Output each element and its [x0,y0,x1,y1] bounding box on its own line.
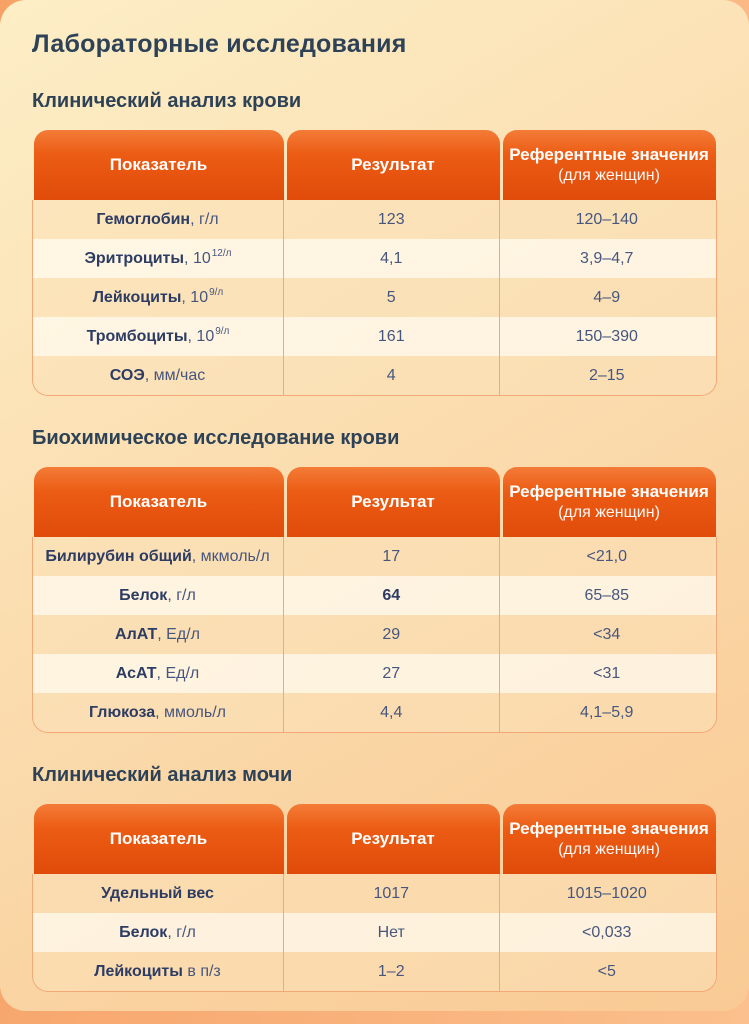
indicator-name: Белок [119,923,168,941]
table-row [33,615,716,654]
result-cell: 4 [283,356,499,395]
table-body [32,200,717,396]
table-row [33,693,716,732]
indicator-name: Глюкоза [89,703,156,721]
reference-cell: 65–85 [499,576,715,615]
column-header-indicator-label: Показатель [109,492,208,512]
column-header-reference [503,804,716,874]
table-row [33,654,716,693]
results-table [32,130,717,396]
indicator-cell [33,537,283,576]
lab-section [32,764,717,992]
reference-cell: 120–140 [499,200,715,239]
column-header-reference-note: (для женщин) [558,503,660,521]
indicator-name: Лейкоциты [94,962,183,980]
indicator-cell [33,576,283,615]
column-header-result-label: Результат [351,155,435,175]
reference-cell: 1015–1020 [499,874,715,913]
indicator-name: Эритроциты [84,249,185,267]
indicator-name: Тромбоциты [86,327,188,345]
indicator-name: СОЭ [109,366,145,384]
indicator-name: АлАТ [115,625,158,643]
indicator-cell [33,654,283,693]
column-header-result [287,804,500,874]
column-header-reference [503,467,716,537]
reference-cell: 2–15 [499,356,715,395]
column-header-indicator [34,804,284,874]
table-body [32,537,717,733]
indicator-cell [33,200,283,239]
indicator-unit-superscript: 9/л [215,326,230,338]
indicator-name: Белок [119,586,168,604]
indicator-unit: , мкмоль/л [191,547,270,565]
indicator-name: Лейкоциты [92,288,182,306]
result-cell: 4,1 [283,239,499,278]
indicator-cell [33,278,283,317]
table-row [33,913,716,952]
result-cell: 4,4 [283,693,499,732]
indicator-cell [33,615,283,654]
sections-container [32,90,717,992]
result-cell: 123 [283,200,499,239]
indicator-cell [33,356,283,395]
table-row [33,278,716,317]
section-title: Биохимическое исследование крови [32,427,400,449]
result-cell: 1017 [283,874,499,913]
indicator-unit: , 10 [181,288,209,306]
indicator-cell [33,952,283,991]
column-header-reference-note: (для женщин) [558,840,660,858]
result-cell: Нет [283,913,499,952]
results-table [32,804,717,992]
column-header-result [287,130,500,200]
indicator-unit: , г/л [167,923,196,941]
section-title: Клинический анализ мочи [32,764,293,786]
indicator-cell [33,913,283,952]
column-header-result [287,467,500,537]
column-header-indicator-label: Показатель [109,829,208,849]
table-header-row [32,467,717,537]
indicator-unit: , 10 [184,249,211,267]
column-header-indicator [34,130,284,200]
result-cell: 161 [283,317,499,356]
reference-cell: 3,9–4,7 [499,239,715,278]
column-header-result-label: Результат [351,492,435,512]
indicator-unit: , Ед/л [156,664,200,682]
indicator-name: Билирубин общий [45,547,192,565]
table-row [33,576,716,615]
table-row [33,239,716,278]
indicator-cell [33,239,283,278]
table-row [33,537,716,576]
result-cell: 27 [283,654,499,693]
reference-cell: 150–390 [499,317,715,356]
reference-cell: 4,1–5,9 [499,693,715,732]
indicator-unit: , мм/час [144,366,206,384]
result-cell: 1–2 [283,952,499,991]
reference-cell: <5 [499,952,715,991]
page-title: Лабораторные исследования [32,30,407,58]
indicator-cell [33,317,283,356]
indicator-unit: , ммоль/л [155,703,226,721]
table-row [33,952,716,991]
indicator-unit: , г/л [190,210,219,228]
table-body [32,874,717,992]
reference-cell: 4–9 [499,278,715,317]
table-row [33,874,716,913]
results-table [32,467,717,733]
section-title: Клинический анализ крови [32,90,302,112]
indicator-cell [33,693,283,732]
result-cell: 64 [283,576,499,615]
column-header-reference-label: Референтные значения [509,819,709,839]
lab-section [32,90,717,396]
indicator-unit-superscript: 12/л [211,248,232,260]
column-header-reference [503,130,716,200]
column-header-indicator-label: Показатель [109,155,208,175]
indicator-name: Удельный вес [101,884,214,902]
column-header-result-label: Результат [351,829,435,849]
table-header-row [32,130,717,200]
table-row [33,317,716,356]
indicator-name: АсАТ [115,664,157,682]
column-header-reference-label: Референтные значения [509,482,709,502]
lab-section [32,427,717,733]
result-cell: 29 [283,615,499,654]
column-header-reference-note: (для женщин) [558,166,660,184]
reference-cell: <31 [499,654,715,693]
reference-cell: <34 [499,615,715,654]
reference-cell: <0,033 [499,913,715,952]
column-header-reference-label: Референтные значения [509,145,709,165]
reference-cell: <21,0 [499,537,715,576]
indicator-unit: , 10 [187,327,215,345]
column-header-indicator [34,467,284,537]
table-row [33,356,716,395]
indicator-unit: , Ед/л [157,625,200,643]
indicator-unit: в п/з [182,962,221,980]
indicator-unit: , г/л [167,586,196,604]
table-row [33,200,716,239]
table-header-row [32,804,717,874]
indicator-name: Гемоглобин [96,210,191,228]
indicator-unit-superscript: 9/л [209,287,224,299]
indicator-cell [33,874,283,913]
result-cell: 17 [283,537,499,576]
result-cell: 5 [283,278,499,317]
